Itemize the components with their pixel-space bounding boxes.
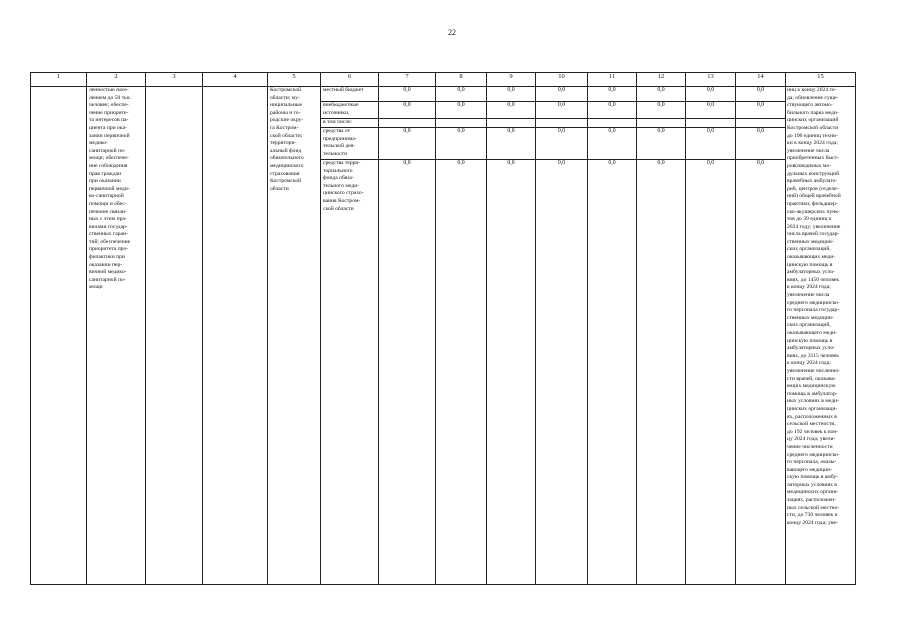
source-row (321, 128, 378, 160)
value-cell: 0,0 (706, 102, 715, 108)
header-cell: 13 (686, 73, 736, 87)
header-cell: 6 (321, 73, 379, 87)
value-cell: 0,0 (608, 160, 616, 166)
value-col-13 (686, 87, 736, 585)
header-cell: 8 (436, 73, 487, 87)
table-row (31, 87, 856, 585)
value-cell: 0,0 (756, 102, 765, 108)
value-cell: 0,0 (756, 128, 765, 134)
value-cell: 0,0 (557, 128, 566, 134)
cell-col5 (268, 87, 321, 585)
value-col-7 (379, 87, 436, 585)
header-cell: 3 (146, 73, 203, 87)
value-col-11 (588, 87, 637, 585)
source-label: средства от предпринима- тельской дея- тельности (323, 128, 357, 157)
value-cell: 0,0 (507, 160, 515, 166)
value-cell: 0,0 (507, 87, 515, 93)
source-row (321, 102, 378, 119)
page-number: 22 (448, 28, 456, 37)
value-cell: 0,0 (657, 160, 665, 166)
value-cell: 0,0 (608, 87, 616, 93)
header-cell: 9 (487, 73, 536, 87)
source-label: средства терри- ториального фонда обяза- тельного меди- цинского страхо- вания Костром- ской области (323, 160, 364, 212)
value-cell: 0,0 (403, 87, 411, 93)
value-cell: 0,0 (657, 87, 665, 93)
value-col-10 (536, 87, 588, 585)
value-cell: 0,0 (706, 128, 715, 134)
value-cell: 0,0 (457, 87, 465, 93)
executors-text: Костромской области; му- ниципальные районы и го- родские окру- га Костром- ской области; территори- альный фонд обязательного медицинского страхования Костромской области (270, 87, 304, 192)
value-cell: 0,0 (403, 160, 411, 166)
value-cell: 0,0 (507, 128, 515, 134)
source-row (321, 87, 378, 102)
header-cell: 14 (736, 73, 786, 87)
value-cell: 0,0 (706, 87, 715, 93)
value-cell: 0,0 (608, 128, 616, 134)
value-cell: 0,0 (507, 102, 515, 108)
header-cell: 2 (87, 73, 146, 87)
expected-results-text: ниц к концу 2024 го- да; обновление суще- ствующего автомо- бильного парка меди- цинских организаций Костромской области до 196 единиц техни- ки к концу 2024 года; увеличение числа приобретенных быст- ровозводимых мо- дульных конструкций врачебных амбулато- рий, центров (отделе- ний) общей врачебной практики, фельдшер- ско-акушерских пунк- тов до 39 единиц к 2024 году; увеличение числа врачей государ- ственных медицин- ских организаций, оказывающих меди- цинскую помощь в амбулаторных усло- виях, до 1450 человек к концу 2024 года; увеличение числа среднего медицинско- го персонала государ- ственных медицин- ских организаций, оказывающего меди- цинскую помощь в амбулаторных усло- виях, до 3115 человек к концу 2024 года; увеличение численно- сти врачей, оказыва- ющих медицинскую помощь в амбулатор- ных условиях в меди- цинских организаци- ях, расположенных в сельской местности, до 192 человек к кон- цу 2024 года; увели- чение численности среднего медицинско- го персонала, оказы- вающего медицин- скую помощь в амбу- латорных условиях в медицинских органи- зациях, расположен- ных сельской местно- сти, до 730 человек к концу 2024 года; уве- (787, 87, 841, 526)
value-cell: 0,0 (457, 128, 465, 134)
column-number-row (31, 73, 856, 87)
value-col-8 (436, 87, 487, 585)
program-table (30, 72, 856, 585)
value-cell: 0,0 (608, 102, 616, 108)
header-cell: 4 (203, 73, 268, 87)
value-cell: 0,0 (756, 160, 765, 166)
value-cell: 0,0 (403, 128, 411, 134)
value-cell: 0,0 (457, 160, 465, 166)
cell-col1 (31, 87, 87, 585)
source-row (321, 119, 378, 128)
cell-col6 (321, 87, 379, 585)
value-cell: 0,0 (657, 128, 665, 134)
value-cell: 0,0 (756, 87, 765, 93)
header-cell: 12 (637, 73, 686, 87)
value-cell: 0,0 (403, 102, 411, 108)
value-cell: 0,0 (557, 102, 566, 108)
value-cell: 0,0 (657, 102, 665, 108)
source-row (321, 160, 378, 213)
value-cell: 0,0 (457, 102, 465, 108)
value-cell: 0,0 (557, 87, 566, 93)
header-cell: 5 (268, 73, 321, 87)
cell-col2 (87, 87, 146, 585)
cell-col4 (203, 87, 268, 585)
task-description: ленностью насе- лением до 50 тыс. человек; обеспе- чение приорите- та интересов па- циента при ока- зании первичной медико- санитарной по- мощи; обеспече- ние соблюдения прав граждан при оказании первичной меди- ко-санитарной помощи и обес- печение связан- ных с этим пра- вилами государ- ственных гаран- тий; обеспечение приоритета про- филактики при оказании пер- вичной медико- санитарной по- мощи (89, 87, 132, 291)
cell-col3 (146, 87, 203, 585)
value-cell: 0,0 (706, 160, 715, 166)
value-col-12 (637, 87, 686, 585)
header-cell: 7 (379, 73, 436, 87)
program-table-sheet (30, 72, 855, 584)
cell-col15 (786, 87, 856, 585)
source-label: местный бюджет (323, 87, 364, 93)
header-cell: 1 (31, 73, 87, 87)
header-cell: 15 (786, 73, 856, 87)
value-col-14 (736, 87, 786, 585)
source-label: внебюджетные источники, (323, 102, 359, 116)
header-cell: 11 (588, 73, 637, 87)
header-cell: 10 (536, 73, 588, 87)
source-label: в том числе: (323, 119, 353, 125)
value-cell: 0,0 (557, 160, 566, 166)
value-col-9 (487, 87, 536, 585)
